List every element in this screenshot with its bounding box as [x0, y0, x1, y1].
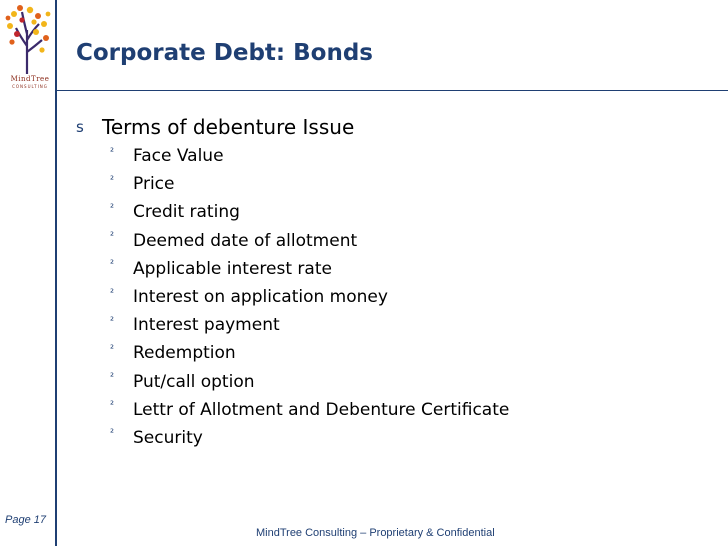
- main-bullet-text: Terms of debenture Issue: [102, 115, 355, 139]
- list-item: [110, 170, 710, 198]
- list-item-text: Credit rating: [133, 202, 240, 223]
- list-item: [110, 255, 710, 283]
- list-item: [110, 198, 710, 226]
- sub-bullet-marker: ²: [110, 428, 115, 440]
- list-item: [110, 142, 710, 170]
- list-item-text: Interest on application money: [133, 287, 388, 308]
- list-item: [110, 283, 710, 311]
- mindtree-logo: [2, 0, 54, 92]
- list-item: [110, 368, 710, 396]
- sidebar-divider: [55, 0, 57, 546]
- list-item: [110, 424, 710, 452]
- bullet-marker: s: [76, 118, 84, 136]
- page-number: Page 17: [5, 514, 46, 526]
- list-item-text: Interest payment: [133, 315, 280, 336]
- list-item: [110, 227, 710, 255]
- sub-bullet-marker: ²: [110, 259, 115, 271]
- list-item-text: Applicable interest rate: [133, 258, 332, 279]
- sub-bullet-marker: ²: [110, 231, 115, 243]
- tree-logo-icon: [2, 0, 54, 76]
- list-item-text: Price: [133, 174, 175, 195]
- list-item-text: Put/call option: [133, 371, 255, 392]
- sub-bullet-marker: ²: [110, 343, 115, 355]
- sub-bullet-marker: ²: [110, 174, 115, 186]
- main-bullet: [76, 114, 354, 140]
- list-item: [110, 311, 710, 339]
- list-item: [110, 339, 710, 367]
- logo-name: MindTree: [10, 75, 50, 83]
- list-item-text: Deemed date of allotment: [133, 230, 358, 251]
- page-title: Corporate Debt: Bonds: [76, 40, 373, 66]
- list-item: [110, 396, 710, 424]
- sub-bullet-marker: ²: [110, 315, 115, 327]
- logo-tagline: CONSULTING: [12, 84, 48, 89]
- list-item-text: Redemption: [133, 343, 236, 364]
- sub-bullet-list: [110, 142, 710, 452]
- title-divider: [57, 90, 728, 91]
- list-item-text: Face Value: [133, 146, 224, 167]
- sub-bullet-marker: ²: [110, 400, 115, 412]
- list-item-text: Security: [133, 427, 203, 448]
- list-item-text: Lettr of Allotment and Debenture Certificate: [133, 399, 510, 420]
- sub-bullet-marker: ²: [110, 287, 115, 299]
- sub-bullet-marker: ²: [110, 202, 115, 214]
- sub-bullet-marker: ²: [110, 372, 115, 384]
- footer-confidentiality: MindTree Consulting – Proprietary & Confidential: [256, 527, 495, 539]
- sub-bullet-marker: ²: [110, 146, 115, 158]
